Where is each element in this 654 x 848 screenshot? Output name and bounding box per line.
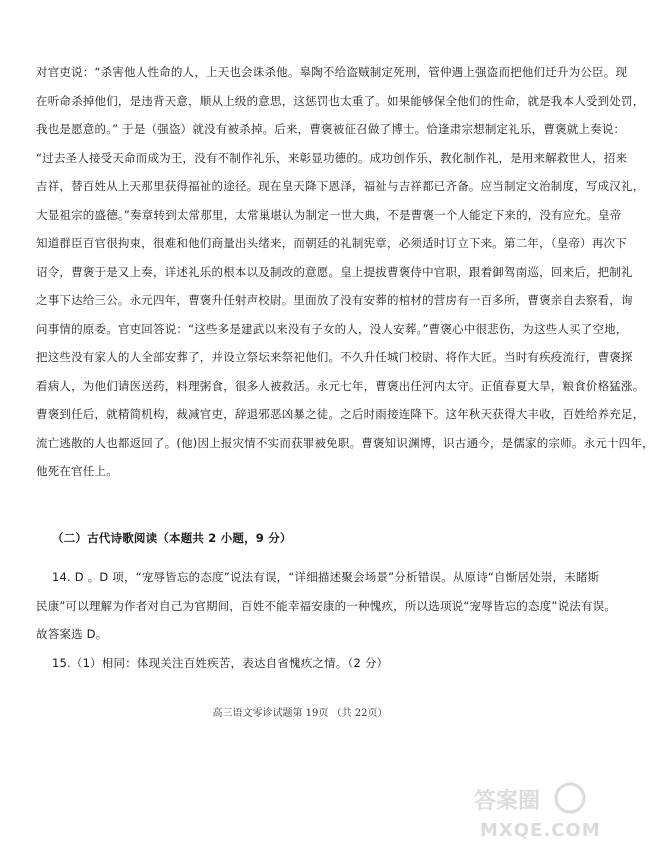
text-line: 知道群臣百官很拘束，很难和他们商量出头绪来，而朝廷的礼制宪章，必须适时订立下来。第二年，（皇帝）再次下 [36,236,627,250]
text-line: 对官吏说：“杀害他人性命的人，上天也会诛杀他。皋陶不给盗贼制定死刑，管仲遇上强盗而把他们迁升为公臣。现 [36,65,628,79]
answer-line: 故答案选 D。 [36,627,108,641]
watermark-logo [470,778,601,842]
text-line: 看病人，为他们请医送药，料理粥食，很多人被救活。永元七年，曹褒出任河内太守。正值春夏大旱，粮食价格猛涨。 [36,378,645,393]
answer-line: 15.（1）相同：体现关注百姓疾苦，表达自省愧疚之情。（2 分） [52,655,389,670]
text-line: 大显祖宗的盛德。”奏章转到太常那里，太常巢堪认为制定一世大典，不是曹褒一个人能定下来的，没有应允。皇帝 [36,207,622,222]
watermark-text: 答案圈 [474,789,541,814]
text-line: “过去圣人接受天命而成为王，没有不制作礼乐，来彰显功德的。成功创作乐，教化制作礼，是用来解救世人，招来 [36,150,628,165]
text-line: 流亡逃散的人也都返回了。(他)因上报灾情不实而获罪被免职。曹褒知识渊博，识古通今，是儒家的宗师。永元十四年， [36,435,654,450]
text-line: 曹褒到任后，就精简机构，裁减官吏，辞退邪恶凶暴之徒。之后时雨接连降下。这年秋天获得大丰收，百姓给养充足， [36,407,645,421]
page-footer: 高三语文零诊试题第 19页 （共 22页） [212,708,388,719]
answer-line: 民康”可以理解为作者对自己为官期间，百姓不能幸福安康的一种愧疚，所以选项说“宠辱皆忘的态度”说法有误。 [36,598,617,613]
text-line: 把这些没有家人的人全部安葬了，并设立祭坛来祭祀他们。不久升任城门校尉、将作大匠。当时有疾疫流行，曹褒探 [36,350,633,364]
text-line: 在听命杀掉他们，是违背天意，顺从上级的意思，这惩罚也太重了。如果能够保全他们的性命，就是我本人受到处罚， [36,93,645,108]
translation-text [36,58,654,486]
watermark-circle-icon [556,784,584,812]
watermark-url: MXQE.COM [480,820,601,841]
text-line: 诏令，曹褒于是又上奏，详述礼乐的根本以及制改的意愿。皇上提拔曹褒侍中官职，跟着御驾南巡，回来后，把制礼 [36,264,633,279]
text-line: 吉祥，替百姓从上天那里获得福祉的途径。现在皇天降下恩泽，福祉与吉祥都已齐备。应当制定文治制度，写成汉礼， [36,179,645,193]
text-line: 之事下达给三公。永元四年，曹褒升任射声校尉。里面放了没有安葬的棺材的营房有一百多所，曹褒亲自去察看，询 [36,293,633,307]
answer-line: 14. D 。D 项，“宠辱皆忘的态度”说法有误，“详细描述聚会场景”分析错误。从原诗“自惭居处崇，未睹斯 [52,570,600,584]
text-line: 我也是愿意的。” 于是（强盗）就没有被杀掉。后来，曹褒被征召做了博士。恰逢肃宗想制定礼乐，曹褒就上奏说： [36,122,626,136]
answer-block [36,562,617,676]
section-heading: （二）古代诗歌阅读（本题共 2 小题，9 分） [52,531,292,545]
text-line: 问事情的原委。官吏回答说：“这些多是建武以来没有子女的人，没人安葬。”曹褒心中很悲伤，为这些人买了空地， [36,321,628,336]
text-line: 他死在官任上。 [36,464,118,478]
